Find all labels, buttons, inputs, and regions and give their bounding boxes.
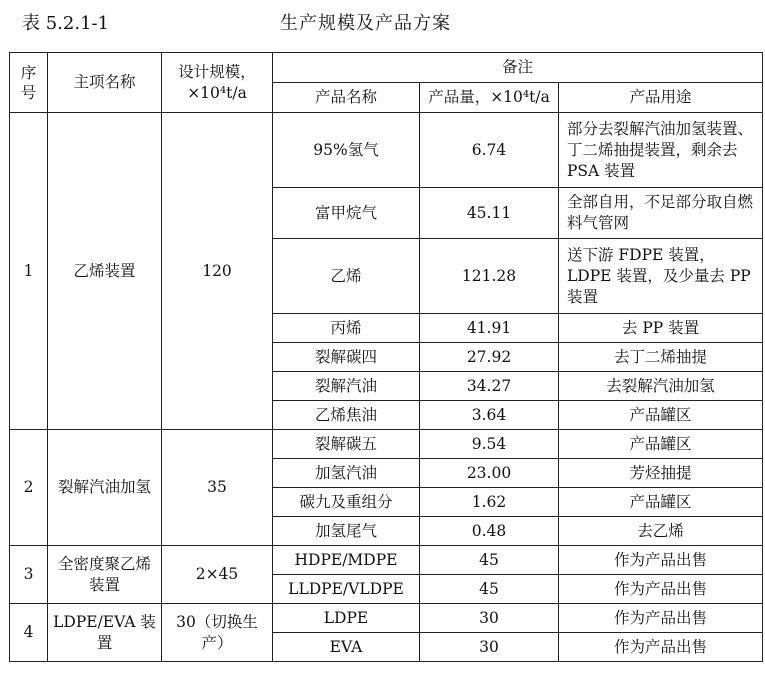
cell-output: 23.00 — [420, 459, 559, 488]
cell-product-use: 去裂解汽油加氢 — [559, 372, 763, 401]
cell-output: 34.27 — [420, 372, 559, 401]
cell-output: 30 — [420, 633, 559, 662]
production-scale-table — [9, 52, 763, 662]
cell-capacity: 120 — [162, 113, 273, 430]
cell-capacity: 35 — [162, 430, 273, 546]
cell-product-name: EVA — [273, 633, 420, 662]
header-seq: 序号 — [10, 53, 48, 113]
cell-product-use: 去丁二烯抽提 — [559, 343, 763, 372]
cell-product-name: 裂解碳四 — [273, 343, 420, 372]
cell-product-name: LDPE — [273, 604, 420, 633]
cell-output: 9.54 — [420, 430, 559, 459]
cell-product-name: 乙烯 — [273, 239, 420, 314]
cell-product-name: 丙烯 — [273, 314, 420, 343]
cell-product-use: 产品罐区 — [559, 401, 763, 430]
header-use: 产品用途 — [559, 83, 763, 113]
cell-output: 41.91 — [420, 314, 559, 343]
cell-output: 45.11 — [420, 188, 559, 239]
header-remark: 备注 — [273, 53, 763, 83]
table-body — [10, 113, 763, 662]
cell-product-use: 去 PP 装置 — [559, 314, 763, 343]
table-row — [10, 113, 763, 188]
cell-unit-name: 裂解汽油加氢 — [48, 430, 162, 546]
cell-product-use: 作为产品出售 — [559, 633, 763, 662]
cell-output: 27.92 — [420, 343, 559, 372]
table-title: 生产规模及产品方案 — [280, 13, 451, 34]
header-output: 产品量，×10⁴t/a — [420, 83, 559, 113]
header-product: 产品名称 — [273, 83, 420, 113]
cell-product-name: 富甲烷气 — [273, 188, 420, 239]
cell-product-use: 作为产品出售 — [559, 604, 763, 633]
cell-output: 3.64 — [420, 401, 559, 430]
cell-product-use: 产品罐区 — [559, 430, 763, 459]
cell-product-use: 产品罐区 — [559, 488, 763, 517]
cell-product-name: HDPE/MDPE — [273, 546, 420, 575]
cell-product-use: 去乙烯 — [559, 517, 763, 546]
cell-product-name: 加氢汽油 — [273, 459, 420, 488]
cell-product-name: 95%氢气 — [273, 113, 420, 188]
table-caption — [0, 10, 765, 38]
table-row — [10, 546, 763, 575]
cell-seq: 4 — [10, 604, 48, 662]
table-row — [10, 430, 763, 459]
cell-unit-name: LDPE/EVA 装置 — [48, 604, 162, 662]
cell-seq: 3 — [10, 546, 48, 604]
cell-unit-name: 乙烯装置 — [48, 113, 162, 430]
cell-output: 121.28 — [420, 239, 559, 314]
cell-output: 6.74 — [420, 113, 559, 188]
cell-product-name: 裂解碳五 — [273, 430, 420, 459]
table-row — [10, 604, 763, 633]
cell-unit-name: 全密度聚乙烯装置 — [48, 546, 162, 604]
cell-product-name: 裂解汽油 — [273, 372, 420, 401]
cell-output: 45 — [420, 546, 559, 575]
cell-product-name: 碳九及重组分 — [273, 488, 420, 517]
cell-product-use: 作为产品出售 — [559, 575, 763, 604]
cell-product-use: 芳烃抽提 — [559, 459, 763, 488]
cell-product-name: LLDPE/VLDPE — [273, 575, 420, 604]
cell-output: 1.62 — [420, 488, 559, 517]
cell-output: 45 — [420, 575, 559, 604]
cell-product-name: 加氢尾气 — [273, 517, 420, 546]
cell-product-name: 乙烯焦油 — [273, 401, 420, 430]
cell-product-use: 送下游 FDPE 装置，LDPE 装置，及少量去 PP 装置 — [559, 239, 763, 314]
cell-seq: 2 — [10, 430, 48, 546]
cell-product-use: 作为产品出售 — [559, 546, 763, 575]
cell-output: 30 — [420, 604, 559, 633]
header-name: 主项名称 — [48, 53, 162, 113]
cell-product-use: 部分去裂解汽油加氢装置、丁二烯抽提装置，剩余去 PSA 装置 — [559, 113, 763, 188]
cell-product-use: 全部自用，不足部分取自燃料气管网 — [559, 188, 763, 239]
cell-output: 0.48 — [420, 517, 559, 546]
cell-capacity: 30（切换生产） — [162, 604, 273, 662]
cell-seq: 1 — [10, 113, 48, 430]
header-capacity: 设计规模，×10⁴t/a — [162, 53, 273, 113]
cell-capacity: 2×45 — [162, 546, 273, 604]
table-number: 表 5.2.1-1 — [22, 13, 110, 34]
